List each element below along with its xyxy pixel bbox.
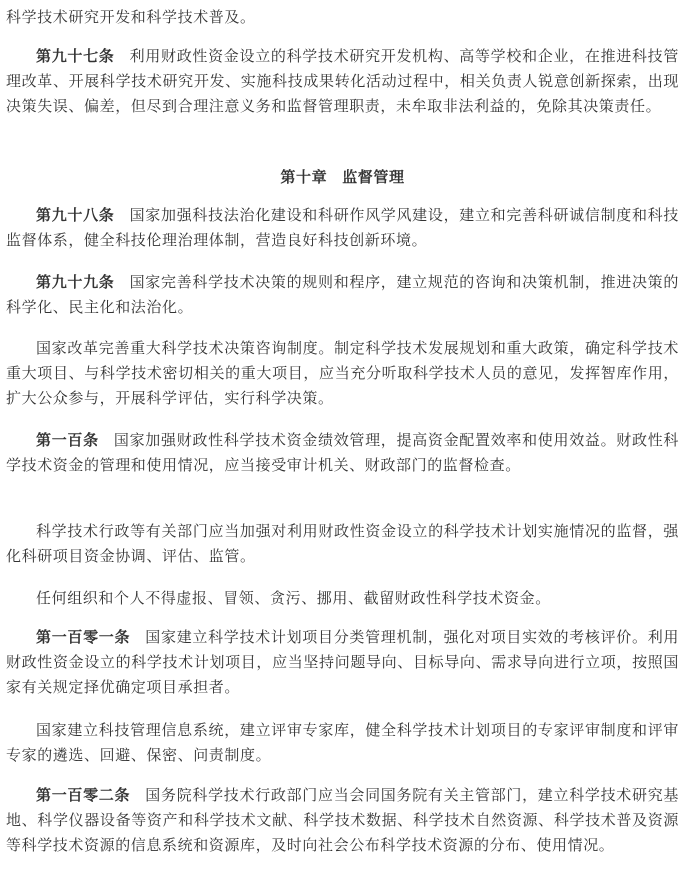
paragraph-text-block: [6, 586, 679, 611]
paragraph-text: 任何组织和个人不得虚报、冒领、贪污、挪用、截留财政性科学技术资金。: [36, 589, 551, 607]
article-text: 国务院科学技术行政部门应当会同国务院有关主管部门，建立科学技术研究基地、科学仪器设备等资产和科学技术文献、科学技术数据、科学技术自然资源、科学技术普及资源等科学技术资源的信息系统和资源库，及时向社会公布科学技术资源的分布、使用情况。: [6, 786, 679, 854]
article-98: [6, 203, 679, 253]
article-text: 国家加强科技法治化建设和科研作风学风建设，建立和完善科研诚信制度和科技监督体系，健全科技伦理治理体制，营造良好科技创新环境。: [6, 206, 679, 249]
article-label: 第九十九条: [36, 273, 115, 291]
article-text: 国家加强财政性科学技术资金绩效管理，提高资金配置效率和使用效益。财政性科学技术资金的管理和使用情况，应当接受审计机关、财政部门的监督检查。: [6, 431, 680, 474]
paragraph-text: 国家建立科技管理信息系统，建立评审专家库，健全科学技术计划项目的专家评审制度和评审专家的遴选、回避、保密、问责制度。: [6, 721, 679, 764]
article-label: 第一百条: [36, 431, 99, 449]
chapter-heading: [6, 165, 679, 190]
article-97: [6, 44, 679, 119]
chapter-number: 第十章: [280, 168, 328, 186]
article-label: 第一百零一条: [36, 628, 131, 646]
paragraph-continuation: [6, 5, 679, 30]
article-text: 国家建立科学技术计划项目分类管理机制，强化对项目实效的考核评价。利用财政性资金设立的科学技术计划项目，应当坚持问题导向、目标导向、需求导向进行立项，按照国家有关规定择优确定项目承担者。: [6, 628, 679, 696]
article-label: 第九十八条: [36, 206, 115, 224]
chapter-title: 监督管理: [342, 168, 405, 186]
paragraph-text-block: [6, 519, 679, 569]
article-100: [6, 428, 679, 478]
article-label: 第九十七条: [36, 47, 115, 65]
article-text: 国家完善科学技术决策的规则和程序，建立规范的咨询和决策机制，推进决策的科学化、民主化和法治化。: [6, 273, 679, 316]
article-text: 利用财政性资金设立的科学技术研究开发机构、高等学校和企业，在推进科技管理改革、开展科学技术研究开发、实施科技成果转化活动过程中，相关负责人锐意创新探索，出现决策失误、偏差，但尽到合理注意义务和监督管理职责，未牟取非法利益的，免除其决策责任。: [6, 47, 679, 115]
article-label: 第一百零二条: [36, 786, 131, 804]
paragraph-text-block: [6, 336, 679, 411]
article-101: [6, 625, 679, 700]
article-99: [6, 270, 679, 320]
paragraph-text: 国家改革完善重大科学技术决策咨询制度。制定科学技术发展规划和重大政策，确定科学技术重大项目、与科学技术密切相关的重大项目，应当充分听取科学技术人员的意见，发挥智库作用，扩大公众参与，开展科学评估，实行科学决策。: [6, 339, 679, 407]
paragraph-text: 科学技术行政等有关部门应当加强对利用财政性资金设立的科学技术计划实施情况的监督，强化科研项目资金协调、评估、监管。: [6, 522, 679, 565]
paragraph-text-block: [6, 718, 679, 768]
paragraph-text: 科学技术研究开发和科学技术普及。: [6, 8, 256, 26]
article-102: [6, 783, 679, 858]
